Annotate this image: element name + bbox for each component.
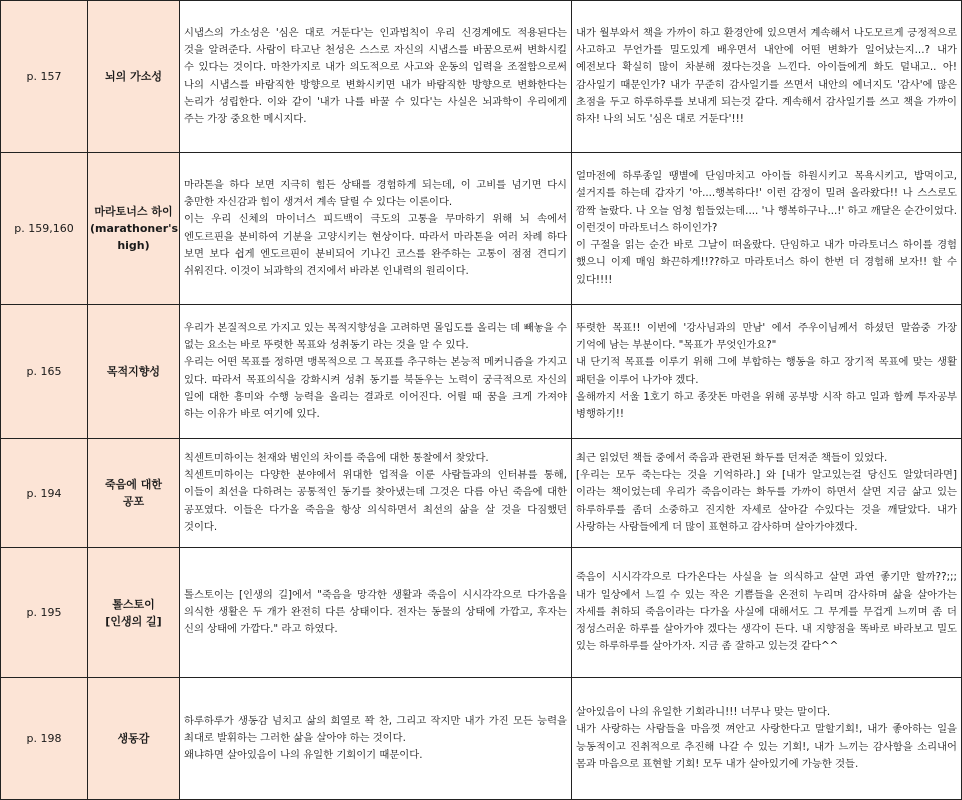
note-paragraph: 죽음이 시시각각으로 다가온다는 사실을 늘 의식하고 살면 과연 좋기만 할까??;;; 내가 일상에서 느낄 수 있는 작은 기쁨들을 온전히 누리며 감사하며 삶을 살아가는 자세를 취하되 죽음이라는 다가올 사실에 대해서도 그 무게를 무겁게 느끼며 좀 더 정성스러운 하루를 살아가야 겠다는 생각이 든다. 내 지향점을 똑바로 바라보고 밀도 있는 하루하루를 살아가자. 지금 좀 잘하고 있는것 같다^^: [576, 571, 957, 653]
topic-line: high): [117, 239, 150, 252]
topic-cell: [88, 678, 180, 800]
topic-line: 톨스토이: [112, 597, 155, 611]
page-number: p. 165: [1, 305, 88, 439]
topic-cell: [88, 439, 180, 548]
quote-paragraph: 칙센트미하이는 다양한 분야에서 위대한 업적을 이룬 사람들과의 인터뷰를 통해, 이들이 최선을 다하려는 공통적인 동기를 찾아냈는데 그것은 다름 아닌 죽음에 대한 공포였다. 이들은 다가올 죽음을 항상 의식하면서 최선의 삶을 살 것을 다짐했던 것이다.: [184, 469, 567, 533]
note-paragraph: 내가 월부와서 책을 가까이 하고 환경안에 있으면서 계속해서 나도모르게 긍정적으로 사고하고 무언가를 밀도있게 배우면서 내안에 어떤 변화가 일어났는지...? 내가 예전보다 확실히 많이 차분해 졌다는것을 느낀다. 아이들에게 화도 덜내고.. 아! 감사일기 때문인가? 내가 꾸준히 감사일기를 쓰면서 내안의 에너지도 '감사'에 많은 초점을 두고 하루하루를 보내게 되는것 같다. 계속해서 감사일기를 쓰고 책을 가까이 하자! 나의 뇌도 '심은 대로 거둔다'!!!: [576, 26, 957, 126]
quote-cell: [180, 305, 572, 439]
table-row: [1, 153, 962, 305]
note-paragraph: [우리는 모두 죽는다는 것을 기억하라.] 와 [내가 알고있는걸 당신도 알았더라면] 이라는 책이었는데 우리가 죽음이라는 화두를 가까이 하면서 살면 지금 삶고 있는 하루하루를 좀더 소중하고 진지한 자세로 살아갈 수있다는 것을 깨달았다. 내가 사랑하는 사람들에게 더 많이 표현하고 감사하며 살아가야겠다.: [576, 469, 957, 533]
topic-cell: [88, 1, 180, 153]
quote-cell: [180, 1, 572, 153]
page-number: p. 194: [1, 439, 88, 548]
note-cell: [572, 548, 962, 678]
quote-paragraph: 우리가 본질적으로 가지고 있는 목적지향성을 고려하면 몰입도를 올리는 데 빼놓을 수 없는 요소는 바로 뚜렷한 목표와 성취동기 라는 것을 알 수 있다.: [184, 321, 567, 351]
topic-line: 공포: [122, 495, 145, 508]
note-paragraph: 뚜렷한 목표!! 이번에 '강사님과의 만남' 에서 주우이님께서 하셨던 말씀중 가장 기억에 남는 부분이다. "목표가 무엇인가요?": [576, 321, 957, 351]
quote-paragraph: 마라톤을 하다 보면 지극히 힘든 상태를 경험하게 되는데, 이 고비를 넘기면 다시 충만한 자신감과 힘이 생겨서 계속 달릴 수 있다는 이론이다.: [184, 178, 567, 208]
note-paragraph: 얼마전에 하루종일 땡볕에 단임마치고 아이들 하원시키고 목욕시키고, 밥먹이고, 설거지를 하는데 갑자기 '아....행복하다!' 이런 감정이 밀려 올라왔다!! 나 스스로도 깜짝 놀랐다. 나 오늘 엄청 힘들었는데.... '나 행복하구나...!' 하고 깨달은 순간이었다. 이런것이 마라토너스 하이인가?: [576, 169, 957, 234]
note-cell: [572, 153, 962, 305]
topic-line: 죽음에 대한: [105, 478, 162, 491]
topic-line: 생동감: [117, 732, 150, 745]
note-paragraph: 살아있음이 나의 유일한 기회라니!!! 너무나 맞는 말이다.: [576, 705, 831, 718]
note-paragraph: 올해까지 서울 1호기 하고 종잣돈 마련을 위해 공부방 시작 하고 일과 함께 투자공부 병행하기!!: [576, 390, 957, 421]
table-row: [1, 305, 962, 439]
page-number: p. 159,160: [1, 153, 88, 305]
quote-paragraph: 칙센트미하이는 천재와 범인의 차이를 죽음에 대한 통찰에서 찾았다.: [184, 451, 489, 464]
topic-cell: [88, 305, 180, 439]
note-cell: [572, 678, 962, 800]
quote-paragraph: 하루하루가 생동감 넘치고 삶의 희열로 꽉 찬, 그리고 작지만 내가 가진 모든 능력을 최대로 발휘하는 그러한 삶을 살아야 하는 것이다.: [184, 714, 567, 744]
topic-cell: [88, 548, 180, 678]
quote-paragraph: 왜냐하면 살아있음이 나의 유일한 기회이기 때문이다.: [184, 749, 423, 762]
note-paragraph: 이 구절을 읽는 순간 바로 그날이 떠올랐다. 단임하고 내가 마라토너스 하이를 경험 했으니 이제 매임 화끈하게!!??하고 마라토너스 하이 한번 더 경험해 보자!! 할 수 있다!!!!: [576, 239, 957, 286]
note-paragraph: 내가 사랑하는 사람들을 마음껏 껴안고 사랑한다고 말할기회!, 내가 좋아하는 일을 능동적이고 진취적으로 추진해 나갈 수 있는 기회!, 내가 느끼는 감사함을 소리내어 몸과 마음으로 표현할 기회! 모두 내가 살아있기에 가능한 것들.: [576, 723, 957, 770]
topic-line: 목적지향성: [106, 365, 161, 378]
quote-cell: [180, 678, 572, 800]
topic-line: [인생의 길]: [105, 614, 162, 628]
quote-cell: [180, 548, 572, 678]
note-paragraph: 내 단기적 목표를 이루기 위해 그에 부합하는 행동을 하고 장기적 목표에 맞는 생활 패턴을 이루어 나가야 겠다.: [576, 356, 957, 386]
table-row: [1, 678, 962, 800]
topic-line: (marathoner's: [90, 222, 179, 235]
topic-cell: [88, 153, 180, 305]
quote-paragraph: 우리는 어떤 목표를 정하면 맹목적으로 그 목표를 추구하는 본능적 메커니즘을 가지고 있다. 따라서 목표의식을 강화시켜 성취 동기를 북돋우는 노력이 궁극적으로 자신의 일에 대한 흥미와 수행 능력을 올리는 결과로 이어진다. 어릴 때 꿈을 크게 가져야 하는 이유가 바로 여기에 있다.: [184, 356, 567, 421]
quote-paragraph: 이는 우리 신체의 마이너스 피드백이 극도의 고통을 무마하기 위해 뇌 속에서 엔도르핀을 분비하여 기분을 고양시키는 현상이다. 따라서 마라톤을 여러 차례 하다 보면 보다 쉽게 엔도르핀이 분비되어 기나긴 코스를 완주하는 고통이 점점 견디기 쉬워진다. 이것이 뇌과학의 견지에서 바라본 인내력의 원리이다.: [184, 213, 567, 278]
table-row: [1, 548, 962, 678]
page-number: p. 198: [1, 678, 88, 800]
note-cell: [572, 305, 962, 439]
quote-paragraph: 톨스토이는 [인생의 길]에서 "죽음을 망각한 생활과 죽음이 시시각각으로 다가옴을 의식한 생활은 두 개가 완전히 다른 상태이다. 전자는 동물의 상태에 가깝고, 후자는 신의 상태에 가깝다." 라고 하였다.: [184, 588, 567, 636]
table-row: [1, 1, 962, 153]
quote-paragraph: 시냅스의 가소성은 '심은 대로 거둔다'는 인과법칙이 우리 신경계에도 적용된다는 것을 알려준다. 사람이 타고난 천성은 스스로 자신의 시냅스를 바꿈으로써 변화시킬 수 있다는 것이다. 마찬가지로 내가 의도적으로 사고와 운동의 입력을 조절함으로써 나의 시냅스를 바람직한 방향으로 변화시키면 내가 바람직한 방향으로 변화한다는 논리가 성립한다. 이와 같이 '내가 나를 바꿀 수 있다'는 사실은 뇌과학이 우리에게 주는 가장 중요한 메시지다.: [184, 26, 567, 126]
table-row: [1, 439, 962, 548]
page-number: p. 157: [1, 1, 88, 153]
note-cell: [572, 1, 962, 153]
note-paragraph: 최근 읽었던 책들 중에서 죽음과 관련된 화두를 던져준 책들이 있었다.: [576, 451, 888, 464]
note-cell: [572, 439, 962, 548]
quote-cell: [180, 439, 572, 548]
quote-cell: [180, 153, 572, 305]
topic-line: 뇌의 가소성: [105, 70, 162, 83]
page-number: p. 195: [1, 548, 88, 678]
topic-line: 마라토너스 하이: [94, 205, 173, 218]
